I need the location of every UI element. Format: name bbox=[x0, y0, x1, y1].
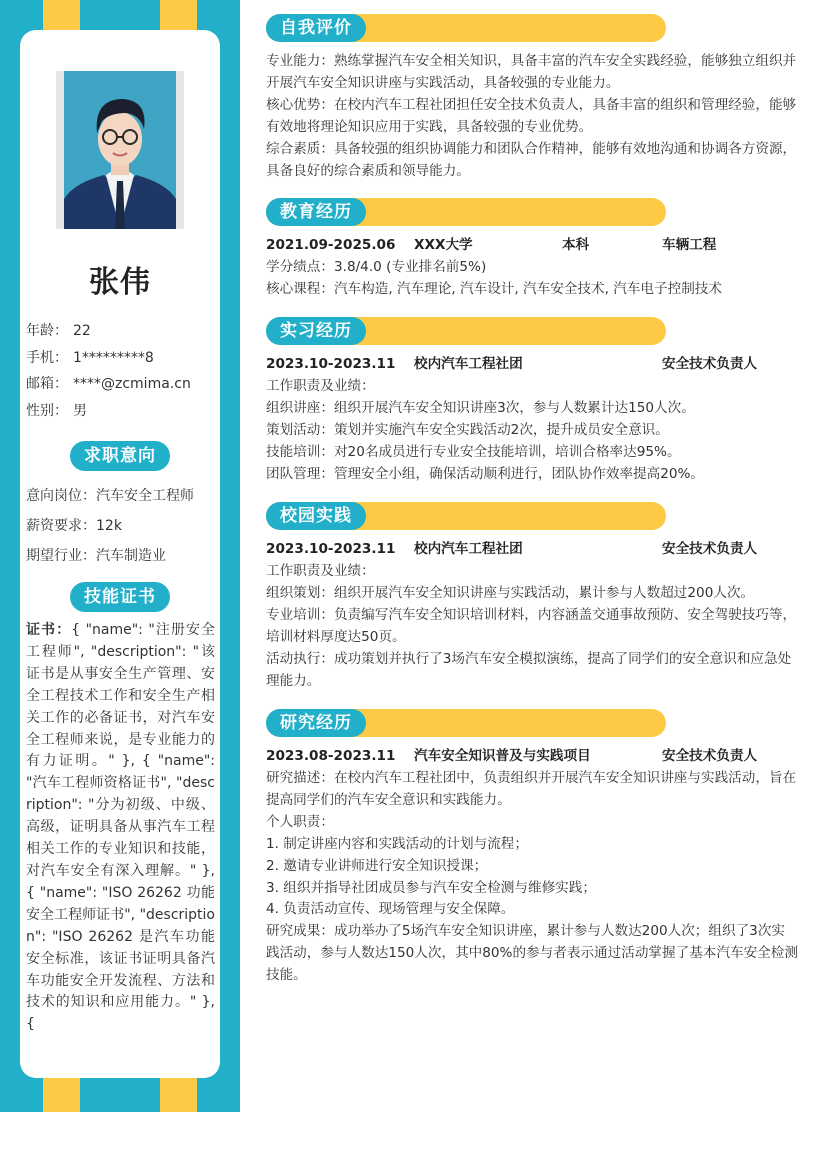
campus-role: 安全技术负责人 bbox=[662, 541, 758, 557]
info-age bbox=[26, 318, 216, 345]
self-eval-body bbox=[266, 51, 798, 182]
internship-line: 团队管理：管理安全小组，确保活动顺利进行，团队协作效率提高20%。 bbox=[266, 465, 705, 482]
research-role: 安全技术负责人 bbox=[662, 748, 758, 764]
research-project: 汽车安全知识普及与实践项目 bbox=[414, 748, 591, 764]
internship-line: 技能培训：对20名成员进行专业安全技能培训，培训合格率达95%。 bbox=[266, 443, 681, 460]
self-eval-paragraph: 专业能力：熟练掌握汽车安全相关知识，具备丰富的汽车安全实践经验，能够独立组织并开展汽车安全知识讲座与实践活动，具备较强的专业能力。 bbox=[266, 53, 797, 91]
info-label: 年龄： bbox=[26, 323, 68, 339]
section-title: 校园实践 bbox=[266, 502, 366, 530]
section-title: 教育经历 bbox=[266, 198, 366, 226]
intent-salary bbox=[26, 511, 216, 541]
education-major: 车辆工程 bbox=[662, 237, 717, 253]
job-intent bbox=[26, 481, 216, 571]
internship-role: 安全技术负责人 bbox=[662, 356, 758, 372]
research-line: 3. 组织并指导社团成员参与汽车安全检测与维修实践； bbox=[266, 879, 596, 896]
research-period: 2023.08-2023.11 bbox=[266, 748, 396, 764]
section-header-internship bbox=[266, 317, 666, 345]
research-line: 研究成果：成功举办了5场汽车安全知识讲座，累计参与人数达200人次；组织了3次实践活动，参与人数达150人次，其中80%的参与者表示通过活动掌握了基本汽车安全检测技能。 bbox=[266, 923, 798, 984]
intent-industry bbox=[26, 541, 216, 571]
cert-text: { "name": "注册安全工程师", "description": "该证书是从事安全生产管理、安全工程技术工作和安全生产相关工作的必备证书，对汽车安全工程师来说，是专业能力的有力证明。" }, { "name": "汽车工程师资格证书", "description": "分为初级、中级、高级，证明具备从事汽车工程相关工作的专业知识和技能，对汽车安全有深入理解。" }, { "name": "ISO 26262 功能安全工程师证书", "description": "ISO 26262 是汽车功能安全标准，该证书证明具备汽车功能安全开发流程、方法和技术的知识和应用能力。" }, { bbox=[26, 622, 216, 1033]
education-line: 学分绩点：3.8/4.0 (专业排名前5%) bbox=[266, 259, 487, 275]
campus-line: 组织策划：组织开展汽车安全知识讲座与实践活动，累计参与人数超过200人次。 bbox=[266, 584, 755, 601]
info-label: 性别： bbox=[26, 402, 68, 419]
section-title-intent: 求职意向 bbox=[70, 441, 170, 471]
education-school: XXX大学 bbox=[414, 237, 473, 253]
info-value: 男 bbox=[73, 402, 87, 419]
photo-frame bbox=[56, 71, 184, 229]
section-header-research bbox=[266, 709, 666, 737]
section-header-campus bbox=[266, 502, 666, 530]
campus-line: 专业培训：负责编写汽车安全知识培训材料，内容涵盖交通事故预防、安全驾驶技巧等，培训材料厚度达50页。 bbox=[266, 606, 797, 645]
info-value: 22 bbox=[73, 323, 91, 339]
internship-line: 工作职责及业绩： bbox=[266, 378, 375, 394]
campus-period: 2023.10-2023.11 bbox=[266, 541, 396, 557]
self-eval-paragraph: 综合素质：具备较强的组织协调能力和团队合作精神，能够有效地沟通和协调各方资源，具备良好的综合素质和领导能力。 bbox=[266, 140, 797, 179]
intent-value: 12k bbox=[96, 518, 122, 534]
research-line: 2. 邀请专业讲师进行安全知识授课； bbox=[266, 857, 488, 874]
info-value: 1*********8 bbox=[73, 349, 154, 366]
certificates bbox=[26, 620, 215, 1036]
intent-label: 期望行业： bbox=[26, 548, 96, 564]
research-line: 4. 负责活动宣传、现场管理与安全保障。 bbox=[266, 901, 515, 918]
section-title-skills: 技能证书 bbox=[70, 582, 170, 612]
education-line: 核心课程：汽车构造, 汽车理论, 汽车设计, 汽车安全技术, 汽车电子控制技术 bbox=[266, 280, 722, 297]
research-line: 个人职责： bbox=[266, 813, 334, 830]
intent-position bbox=[26, 481, 216, 511]
research-line: 1. 制定讲座内容和实践活动的计划与流程； bbox=[266, 835, 528, 852]
campus-org: 校内汽车工程社团 bbox=[414, 541, 523, 557]
section-header-self-eval bbox=[266, 14, 666, 42]
info-label: 手机： bbox=[26, 349, 68, 366]
internship-row bbox=[266, 353, 798, 375]
campus-line: 工作职责及业绩： bbox=[266, 563, 375, 579]
info-value: ****@zcmima.cn bbox=[73, 376, 191, 392]
internship-line: 组织讲座：组织开展汽车安全知识讲座3次，参与人数累计达150人次。 bbox=[266, 399, 695, 416]
research-body bbox=[266, 745, 798, 987]
education-row bbox=[266, 234, 798, 256]
candidate-name: 张伟 bbox=[89, 265, 151, 300]
campus-row bbox=[266, 538, 798, 560]
intent-value: 汽车安全工程师 bbox=[96, 488, 194, 504]
section-title: 自我评价 bbox=[266, 14, 366, 42]
research-line: 研究描述：在校内汽车工程社团中，负责组织并开展汽车安全知识讲座与实践活动，旨在提高同学们的汽车安全意识和实践能力。 bbox=[266, 770, 797, 808]
education-body bbox=[266, 234, 798, 301]
internship-line: 策划活动：策划并实施汽车安全实践活动2次，提升成员安全意识。 bbox=[266, 421, 669, 438]
campus-line: 活动执行：成功策划并执行了3场汽车安全模拟演练，提高了同学们的安全意识和应急处理能力。 bbox=[266, 650, 792, 689]
self-eval-paragraph: 核心优势：在校内汽车工程社团担任安全技术负责人，具备丰富的组织和管理经验，能够有效地将理论知识应用于实践，具备较强的专业优势。 bbox=[266, 96, 797, 135]
research-row bbox=[266, 745, 798, 767]
internship-period: 2023.10-2023.11 bbox=[266, 356, 396, 372]
personal-info bbox=[26, 318, 216, 424]
info-email bbox=[26, 371, 216, 398]
profile-photo bbox=[64, 71, 176, 229]
section-title: 实习经历 bbox=[266, 317, 366, 345]
info-label: 邮箱： bbox=[26, 376, 68, 392]
info-phone bbox=[26, 345, 216, 372]
education-period: 2021.09-2025.06 bbox=[266, 237, 396, 253]
intent-value: 汽车制造业 bbox=[96, 548, 166, 564]
internship-body bbox=[266, 353, 798, 486]
education-degree: 本科 bbox=[562, 237, 590, 253]
intent-label: 意向岗位： bbox=[26, 488, 96, 504]
cert-label: 证书： bbox=[26, 622, 72, 638]
section-title: 研究经历 bbox=[266, 709, 366, 737]
intent-label: 薪资要求： bbox=[26, 518, 96, 534]
campus-body bbox=[266, 538, 798, 692]
internship-org: 校内汽车工程社团 bbox=[414, 356, 523, 372]
portrait-icon bbox=[64, 71, 176, 229]
section-header-education bbox=[266, 198, 666, 226]
info-gender bbox=[26, 398, 216, 425]
